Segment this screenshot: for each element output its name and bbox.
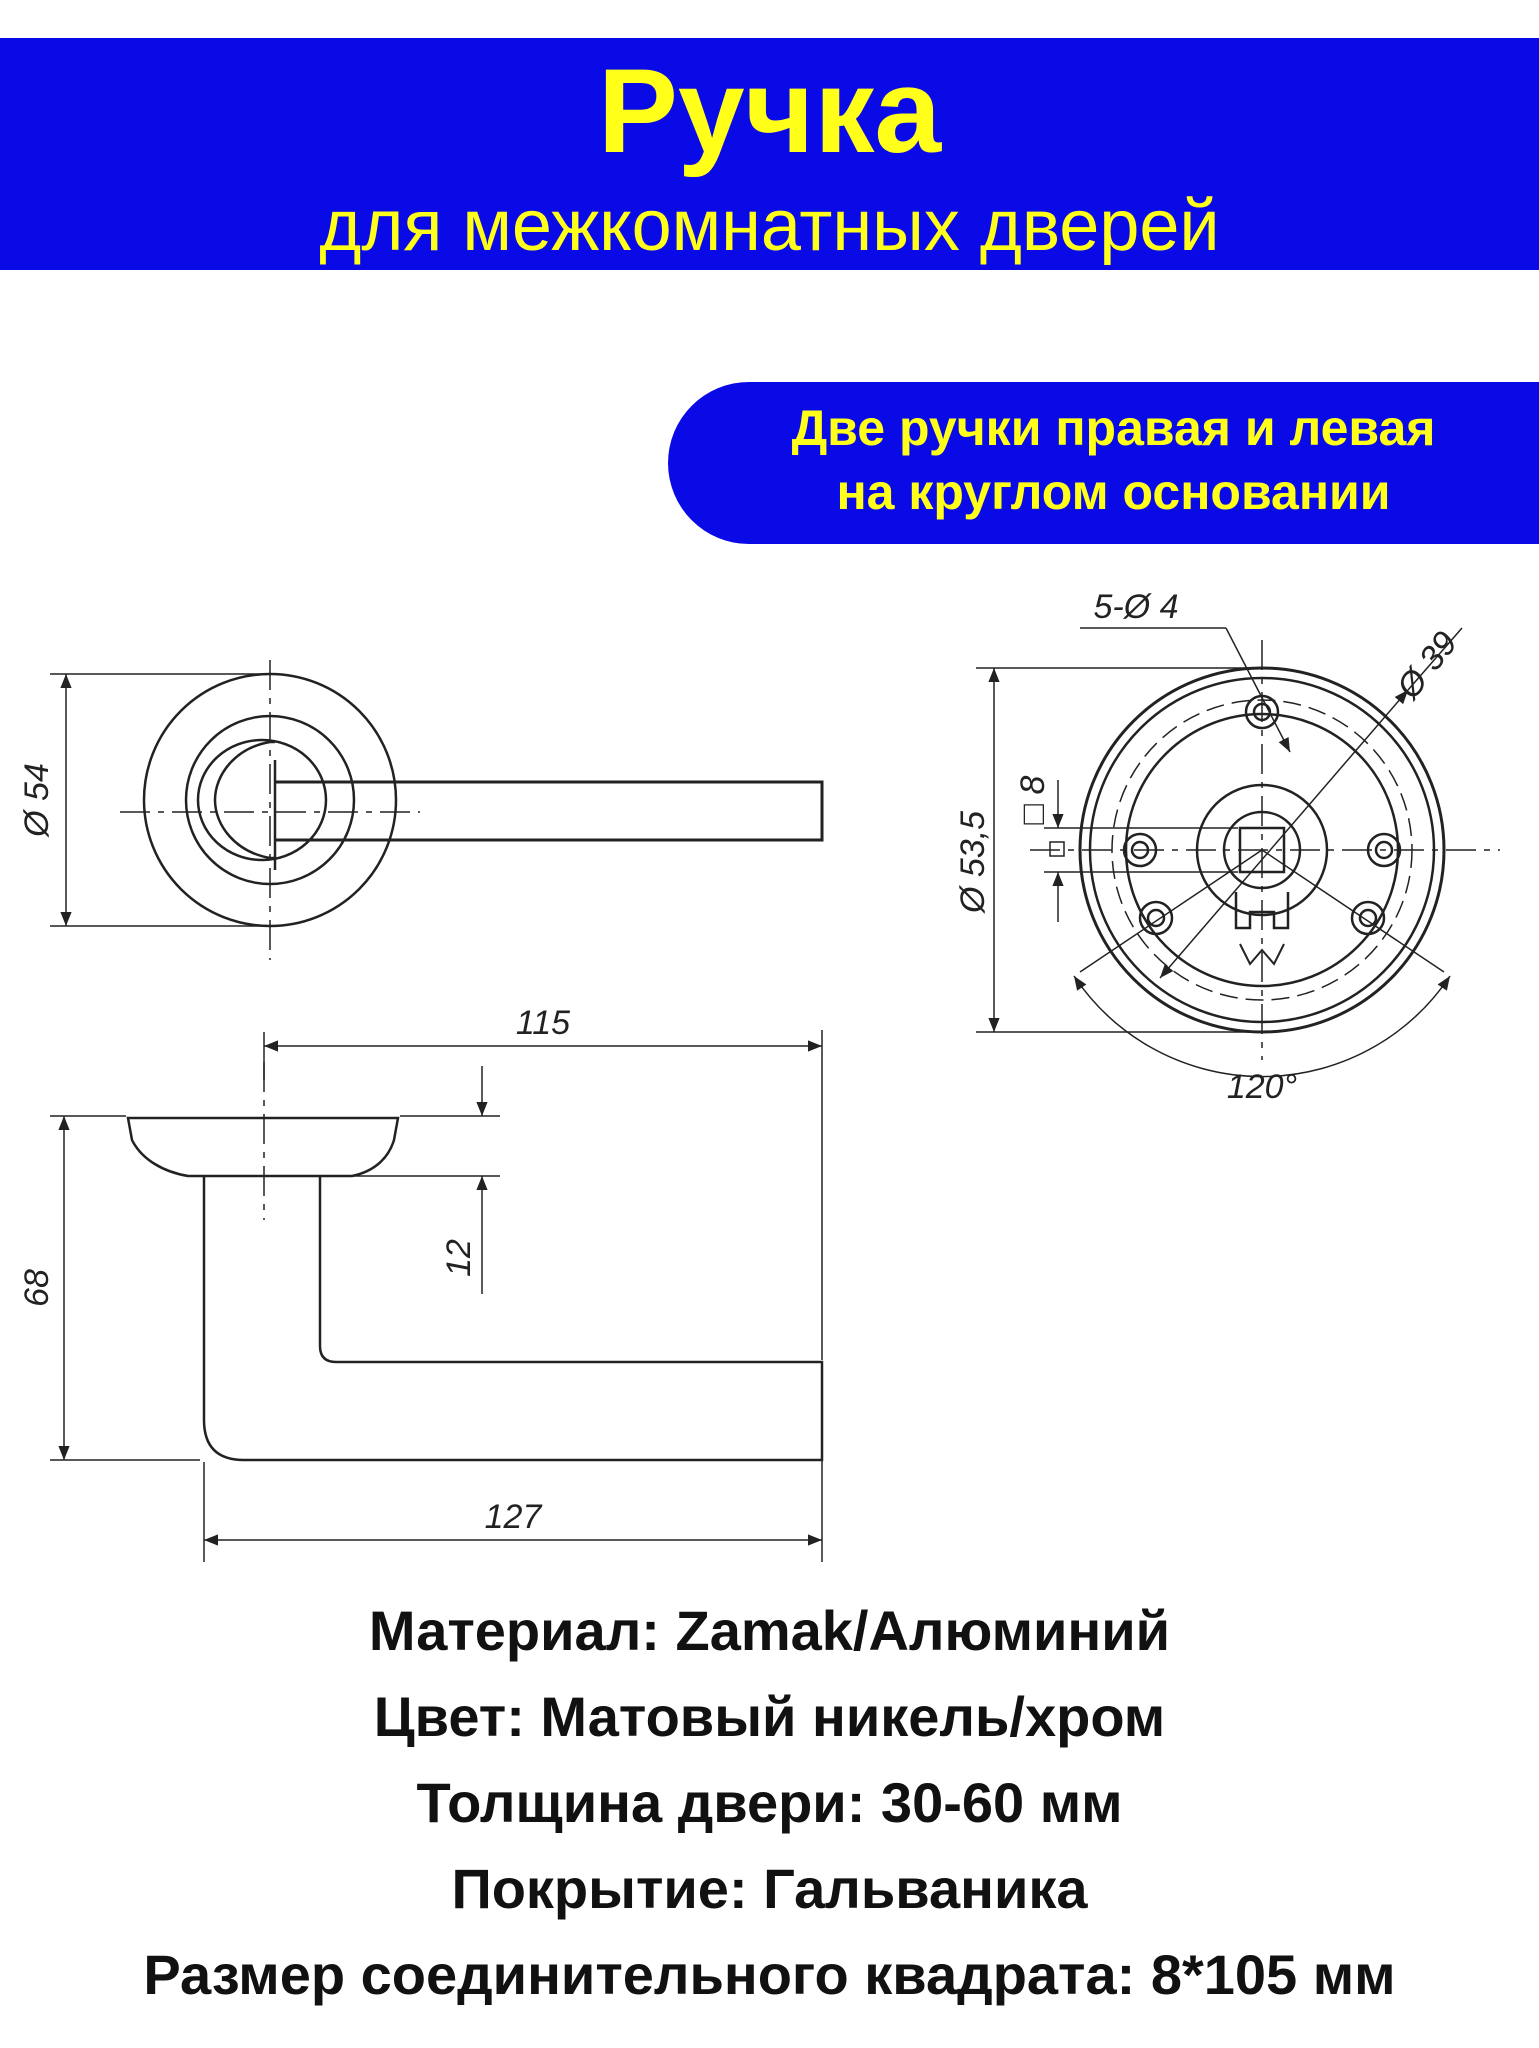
spec-square-size: Размер соединительного квадрата: 8*105 мм — [143, 1943, 1396, 2006]
dim-label-12: 12 — [440, 1239, 478, 1277]
neck-outline — [215, 742, 275, 858]
square-symbol — [1050, 842, 1064, 856]
dim-label-d39: Ø 39 — [1389, 624, 1465, 706]
dim-label-d54: Ø 54 — [18, 763, 56, 837]
dim-label-68: 68 — [18, 1269, 56, 1307]
lever-profile — [204, 1176, 822, 1460]
rosette-profile — [128, 1118, 398, 1176]
dim-label-115: 115 — [515, 1004, 571, 1042]
neck-ring — [198, 740, 326, 860]
lever-body — [275, 782, 822, 840]
side-view — [50, 1030, 822, 1562]
spec-door-thickness: Толщина двери: 30-60 мм — [416, 1771, 1123, 1834]
callout-line-2: на круглом основании — [836, 464, 1391, 520]
product-subtitle: для межкомнатных дверей — [319, 186, 1220, 266]
spec-color: Цвет: Матовый никель/хром — [373, 1685, 1166, 1748]
dim-label-square: □ 8 — [1014, 775, 1052, 825]
dim-label-holes: 5-Ø 4 — [1093, 588, 1179, 626]
spec-list — [0, 1588, 1539, 2018]
dim-label-d53-5: Ø 53,5 — [954, 810, 992, 914]
spec-coating: Покрытие: Гальваника — [451, 1857, 1088, 1920]
dim-label-127: 127 — [484, 1498, 542, 1536]
dim-label-angle: 120° — [1226, 1068, 1298, 1106]
product-title: Ручка — [597, 44, 942, 178]
front-view — [50, 660, 822, 960]
spec-material: Материал: Zamak/Алюминий — [368, 1599, 1171, 1662]
leader-holes — [1226, 628, 1290, 752]
callout-line-1: Две ручки правая и левая — [791, 400, 1436, 456]
